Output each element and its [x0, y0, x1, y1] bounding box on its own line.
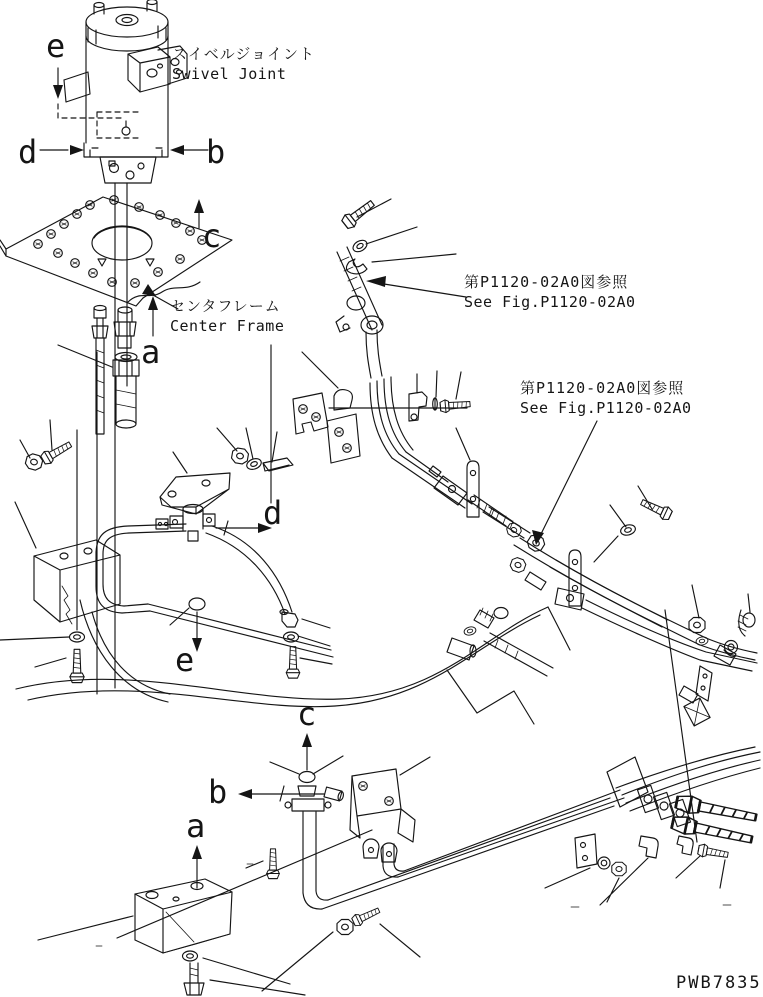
fig-reference-upper-jp: 第P1120-02A0図参照 [464, 273, 629, 291]
swivel-joint-label-en: Swivel Joint [172, 65, 287, 83]
fig-reference-lower [520, 378, 692, 418]
view-letter-c-bottom: c [297, 695, 317, 733]
fig-reference-upper [464, 272, 636, 312]
view-letter-b-top: b [206, 133, 226, 171]
right-pipe-runs [392, 421, 757, 726]
swivel-joint-figure [64, 0, 187, 183]
bottom-left-bracket [38, 879, 305, 995]
center-frame-label-en: Center Frame [170, 317, 285, 335]
center-frame-label [170, 296, 284, 336]
view-letter-a-top: a [141, 333, 161, 371]
fig-reference-upper-en: See Fig.P1120-02A0 [464, 293, 636, 311]
view-letter-c-top: c [202, 217, 222, 255]
left-bracket-hardware [0, 420, 120, 683]
view-arrows [40, 68, 324, 888]
swivel-joint-label-jp: スイベルジョイント [172, 45, 316, 63]
fig-reference-lower-en: See Fig.P1120-02A0 [520, 399, 692, 417]
bottom-right-clamp-assembly [96, 610, 757, 946]
upper-hose-assembly [336, 197, 466, 378]
swivel-joint-label [172, 44, 315, 84]
panel-outline-curves [16, 600, 570, 724]
view-letter-a-bottom: a [186, 807, 206, 845]
view-letter-e-mid: e [175, 641, 195, 679]
part-number: PWB7835 [676, 973, 762, 993]
center-frame-label-jp: センタフレーム [170, 297, 281, 315]
view-letter-b-bottom: b [208, 773, 228, 811]
view-letter-e-top: e [46, 27, 66, 65]
fig-reference-lower-jp: 第P1120-02A0図参照 [520, 379, 685, 397]
view-letter-d-top: d [18, 133, 38, 171]
view-letter-d-mid: d [263, 494, 283, 532]
mid-pipe-assembly [96, 352, 471, 678]
